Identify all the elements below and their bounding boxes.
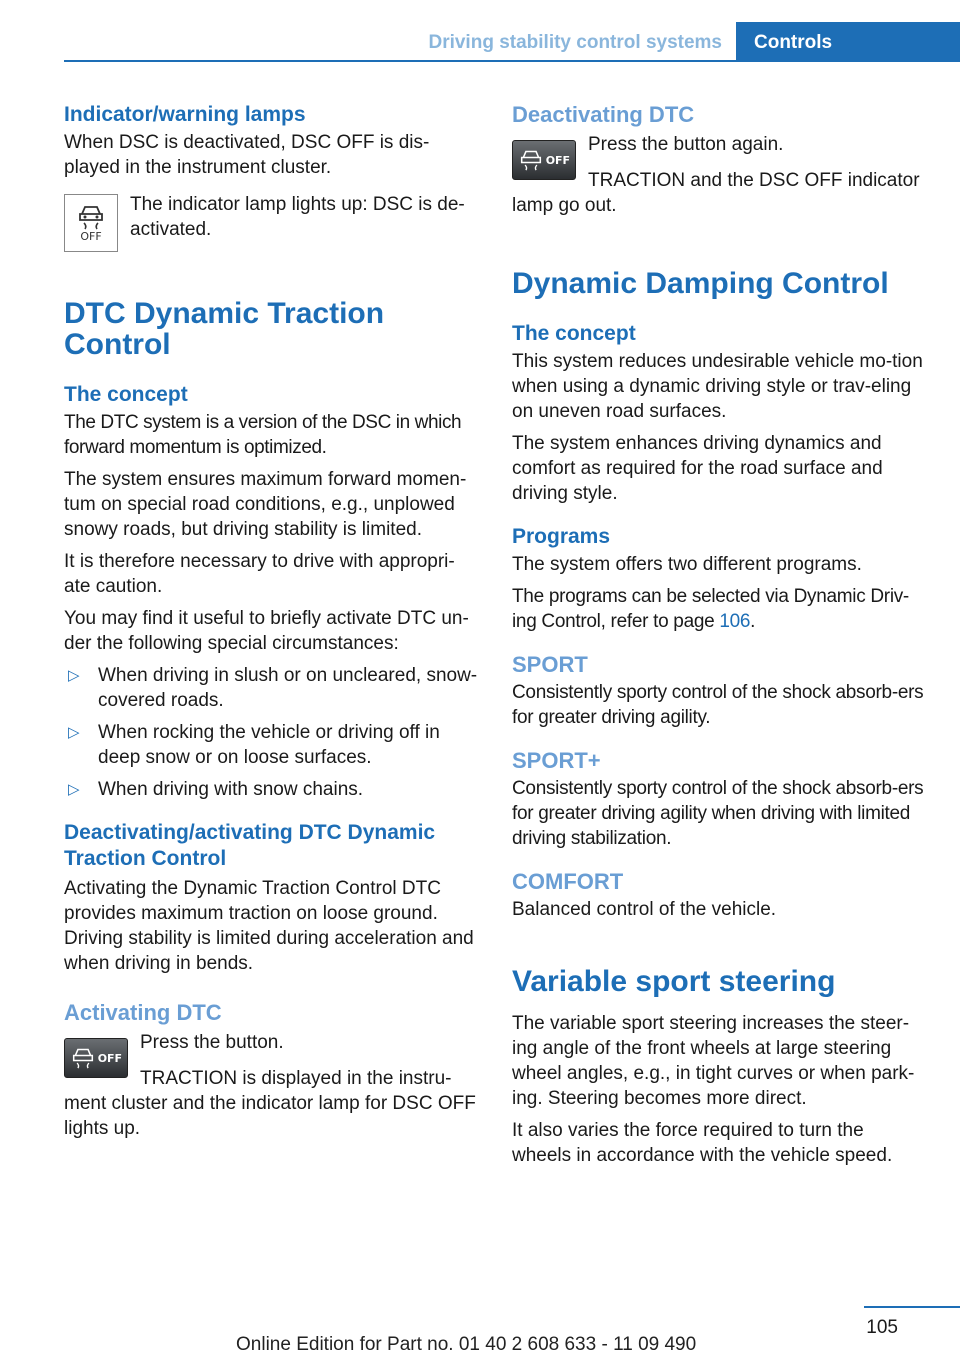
activating-line2: TRACTION is displayed in the instru-ment cluster and the indicator lamp for DSC OFF lights up.	[64, 1068, 476, 1139]
activating-line1: Press the button.	[140, 1032, 284, 1053]
page-link[interactable]: 106	[719, 611, 751, 632]
sportplus-heading: SPORT+	[512, 748, 601, 773]
page-header	[64, 22, 960, 62]
triangle-bullet-icon: ▷	[68, 781, 80, 798]
header-rule	[64, 60, 960, 62]
lamp-text: The indicator lamp lights up: DSC is de-activated.	[130, 194, 465, 240]
deactivating-line1: Press the button again.	[588, 134, 784, 155]
triangle-bullet-icon: ▷	[68, 724, 80, 741]
steering-title: Variable sport steering	[512, 965, 836, 998]
car-skid-icon	[70, 1047, 96, 1069]
triangle-bullet-icon: ▷	[68, 667, 80, 684]
list-item: ▷ When driving in slush or on uncleared, snow-covered roads.	[68, 665, 478, 711]
ddc-concept-p1: This system reduces undesirable vehicle mo-tion when using a dynamic driving style or trav-eling on uneven road surfaces.	[512, 351, 923, 422]
car-skid-icon	[518, 149, 544, 171]
indicator-lamp-row	[64, 194, 480, 252]
programs-heading: Programs	[512, 525, 611, 548]
deact-text: Activating the Dynamic Traction Control DTC provides maximum traction on loose ground. Driving stability is limited during acceleration and when driving in bends.	[64, 878, 474, 974]
ddc-title: Dynamic Damping Control	[512, 267, 889, 300]
button-off-label: OFF	[97, 1051, 123, 1065]
dtc-concept-p4: You may find it useful to briefly activate DTC un-der the following special circumstances:	[64, 608, 469, 654]
dtc-concept-heading: The concept	[64, 383, 188, 406]
steering-p2: It also varies the force required to turn the wheels in accordance with the vehicle speed.	[512, 1120, 893, 1166]
lamp-off-label: OFF	[80, 229, 102, 243]
dsc-off-lamp-icon	[64, 194, 118, 252]
dsc-off-button-icon	[64, 1038, 128, 1078]
car-skid-icon	[77, 204, 105, 230]
dtc-concept-p3: It is therefore necessary to drive with appropri-ate caution.	[64, 551, 455, 597]
dtc-concept-p2: The system ensures maximum forward momen-tum on special road conditions, e.g., unplowed snowy roads, but driving stability is limited.	[64, 469, 467, 540]
ddc-concept-heading: The concept	[512, 322, 636, 345]
list-item: ▷ When driving with snow chains.	[68, 779, 364, 800]
edition-footer: Online Edition for Part no. 01 40 2 608 633 - 11 09 490	[236, 1334, 697, 1355]
programs-p2: The programs can be selected via Dynamic Driv-ing Control, refer to page 106.	[512, 586, 909, 632]
header-chapter-tab: Controls	[736, 22, 960, 62]
ddc-concept-p2: The system enhances driving dynamics and comfort as required for the road surface and driving style.	[512, 433, 883, 504]
sport-heading: SPORT	[512, 652, 588, 677]
sport-text: Consistently sporty control of the shock absorb-ers for greater driving agility.	[512, 682, 924, 728]
sportplus-text: Consistently sporty control of the shock absorb-ers for greater driving agility when driving with limited driving stabilization.	[512, 778, 924, 849]
deact-heading: Deactivating/activating DTC Dynamic Traction Control	[64, 821, 436, 870]
dtc-concept-p1: The DTC system is a version of the DSC in which forward momentum is optimized.	[64, 412, 462, 458]
comfort-text: Balanced control of the vehicle.	[512, 899, 777, 920]
left-column	[64, 100, 480, 1148]
button-off-label: OFF	[545, 153, 571, 167]
deactivating-line2: TRACTION and the DSC OFF indicator lamp go out.	[512, 170, 920, 216]
page-number: 105	[866, 1317, 898, 1338]
circumstances-list	[64, 663, 480, 802]
dsc-off-button-icon	[512, 140, 576, 180]
header-section-title: Driving stability control systems	[428, 32, 722, 53]
right-column	[512, 100, 928, 1175]
list-item: ▷ When rocking the vehicle or driving off in deep snow or on loose surfaces.	[68, 722, 440, 768]
deactivating-heading: Deactivating DTC	[512, 102, 695, 127]
comfort-heading: COMFORT	[512, 869, 624, 894]
indicator-text: When DSC is deactivated, DSC OFF is dis-played in the instrument cluster.	[64, 132, 430, 178]
indicator-heading: Indicator/warning lamps	[64, 103, 306, 126]
dtc-title: DTC Dynamic Traction Control	[64, 297, 385, 361]
programs-p1: The system offers two different programs.	[512, 554, 862, 575]
steering-p1: The variable sport steering increases the steer-ing angle of the front wheels at large steering wheel angles, e.g., in tight curves or when park-ing. Steering becomes more direct.	[512, 1013, 915, 1109]
activating-heading: Activating DTC	[64, 1000, 222, 1025]
footer-rule	[864, 1306, 960, 1308]
